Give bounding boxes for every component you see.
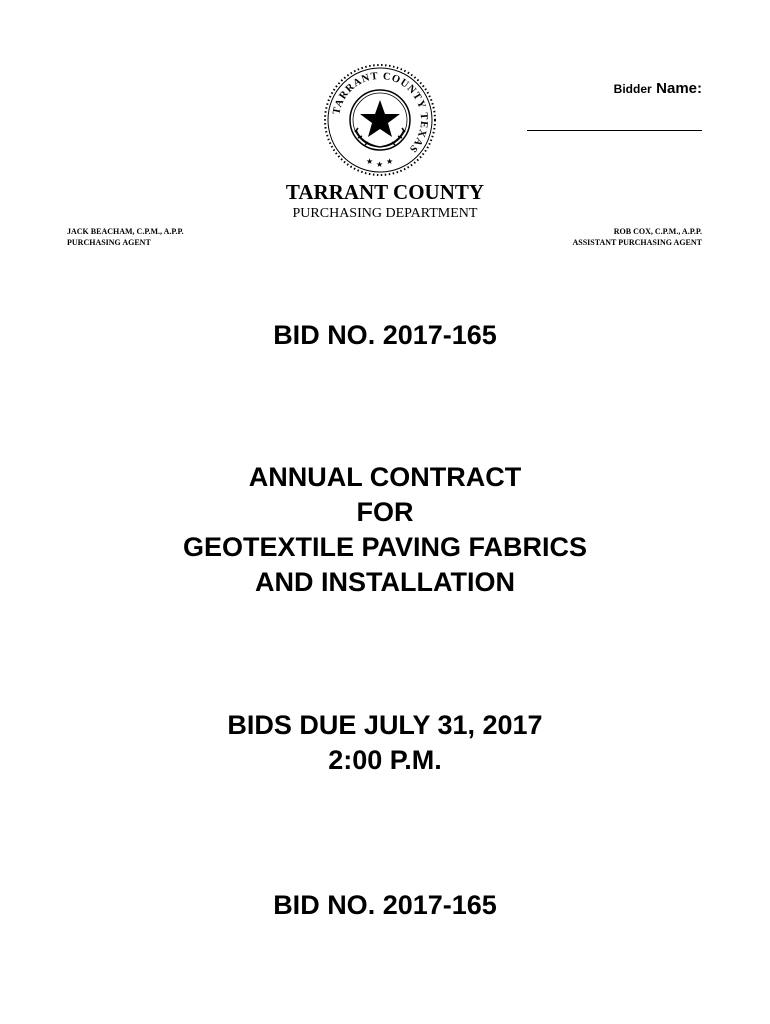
assistant-agent-title: ASSISTANT PURCHASING AGENT — [572, 238, 702, 247]
county-seal — [322, 62, 438, 178]
title-line: ANNUAL CONTRACT — [248, 462, 522, 492]
purchasing-agent-title: PURCHASING AGENT — [67, 238, 151, 247]
bidder-name-field[interactable] — [527, 130, 702, 131]
star-seal-icon — [322, 62, 438, 178]
title-line: FOR — [356, 497, 414, 527]
bidder-name-label — [614, 80, 702, 98]
bid-number-footer: BID NO. 2017-165 — [273, 890, 497, 920]
bid-due-block — [0, 708, 770, 778]
contract-title — [0, 460, 770, 600]
name-label-word: Name: — [656, 80, 702, 97]
bid-number: BID NO. 2017-165 — [273, 320, 497, 350]
due-date: BIDS DUE JULY 31, 2017 — [227, 710, 543, 740]
svg-text:★: ★ — [386, 157, 394, 166]
svg-text:★: ★ — [366, 157, 374, 166]
assistant-agent-block — [572, 226, 702, 248]
seal-ring-text: TARRANT COUNTY TEXAS — [331, 70, 430, 155]
due-time: 2:00 P.M. — [328, 745, 442, 775]
bidder-label-word: Bidder — [613, 82, 652, 96]
purchasing-agent-block — [67, 226, 184, 248]
title-line: AND INSTALLATION — [255, 567, 515, 597]
purchasing-agent-name: JACK BEACHAM, C.P.M., A.P.P. — [67, 227, 184, 236]
title-line: GEOTEXTILE PAVING FABRICS — [182, 532, 588, 562]
svg-text:★: ★ — [376, 160, 384, 169]
assistant-agent-name: ROB COX, C.P.M., A.P.P. — [613, 227, 702, 236]
county-name: TARRANT COUNTY — [285, 180, 485, 204]
department-name: PURCHASING DEPARTMENT — [292, 206, 478, 221]
